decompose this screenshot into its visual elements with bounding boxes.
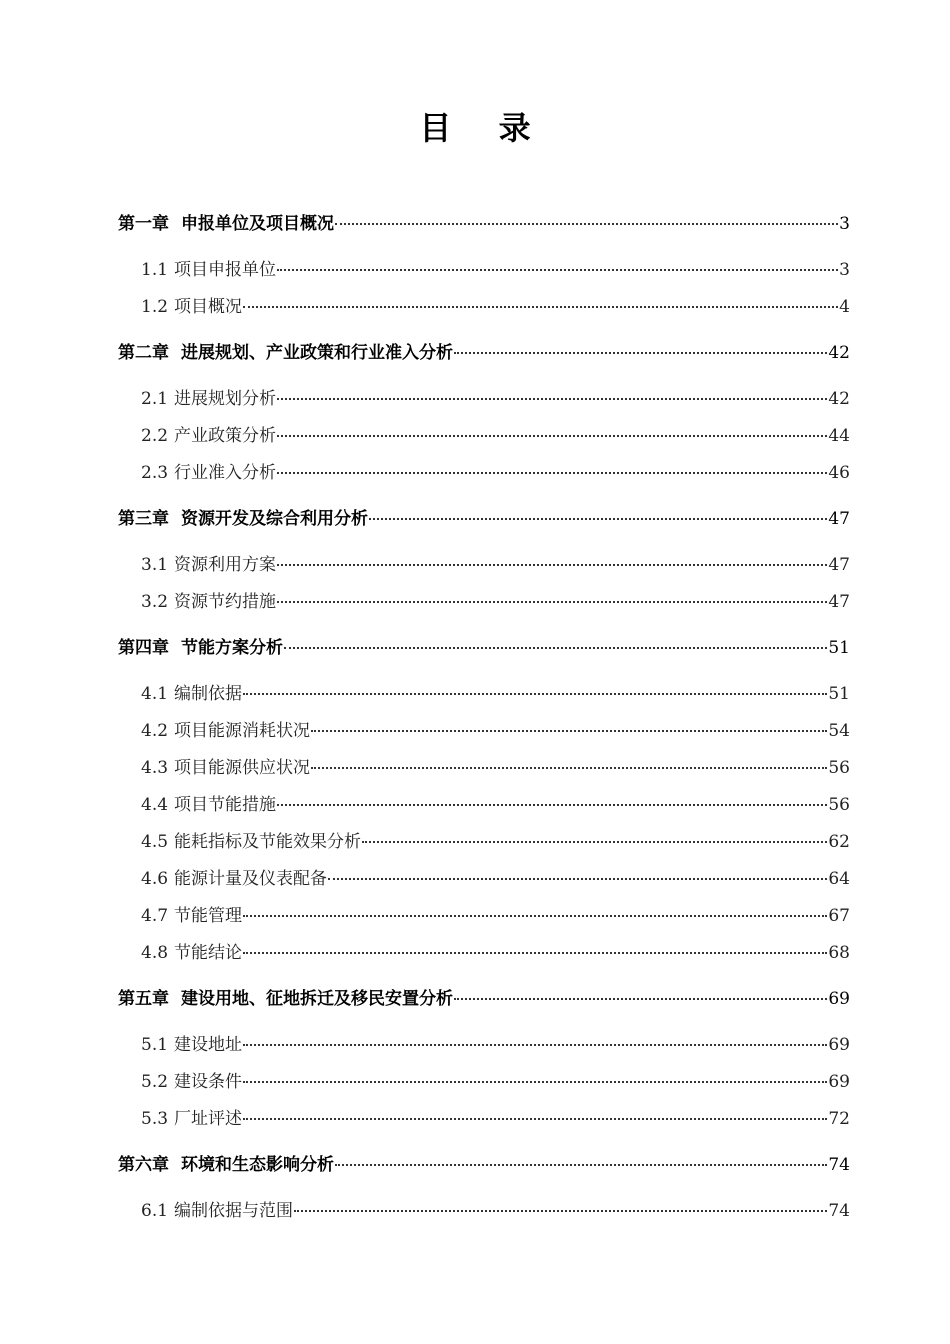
toc-page-number: 54 [828,721,850,741]
toc-entry-number: 2.1 [141,389,169,409]
toc-entry-label [118,1152,334,1178]
toc-page-number: 47 [828,592,850,612]
toc-section-entry[interactable] [141,257,850,283]
toc-entry-text: 资源节约措施 [174,592,277,612]
toc-entry-text: 建设条件 [174,1072,243,1092]
toc-entry-label [141,792,276,818]
toc-section-entry[interactable] [141,792,850,818]
toc-dot-leader [243,1044,827,1046]
toc-entry-text: 编制依据与范围 [174,1201,294,1221]
toc-entry-label [141,866,327,892]
toc-entry-label [118,635,283,661]
toc-entry-number: 4.6 [141,869,169,889]
toc-page-number: 69 [828,1035,850,1055]
toc-dot-leader [243,1118,827,1120]
toc-entry-text: 项目节能措施 [174,795,277,815]
toc-page-number: 67 [828,906,850,926]
toc-entry-number: 3.2 [141,592,169,612]
toc-entry-label [141,940,242,966]
toc-section-entry[interactable] [141,1069,850,1095]
toc-page-number: 72 [828,1109,850,1129]
toc-dot-leader [311,767,827,769]
toc-entry-text: 厂址评述 [174,1109,243,1129]
toc-entry-text: 编制依据 [174,684,243,704]
toc-section-entry[interactable] [141,1106,850,1132]
toc-dot-leader [277,269,838,271]
toc-page-number: 69 [828,1072,850,1092]
toc-entry-number: 1.1 [141,260,169,280]
toc-dot-leader [243,915,827,917]
toc-dot-leader [294,1210,827,1212]
toc-entry-number: 1.2 [141,297,169,317]
toc-dot-leader [454,352,827,354]
toc-entry-label [141,589,276,615]
toc-chapter-entry[interactable] [118,635,850,661]
toc-section-entry[interactable] [141,718,850,744]
toc-entry-label [141,1069,242,1095]
toc-section-entry[interactable] [141,903,850,929]
toc-entry-label [141,1106,242,1132]
toc-entry-number: 5.2 [141,1072,169,1092]
toc-page-number: 47 [828,509,850,529]
toc-entry-label [141,460,276,486]
toc-page-number: 62 [828,832,850,852]
toc-page-number: 3 [839,214,850,234]
toc-entry-text: 节能方案分析 [181,638,283,658]
toc-entry-number: 4.5 [141,832,169,852]
toc-chapter-entry[interactable] [118,506,850,532]
toc-page-number: 51 [828,684,850,704]
toc-entry-number: 第一章 [118,214,169,234]
toc-page-number: 4 [839,297,850,317]
toc-entry-number: 6.1 [141,1201,169,1221]
toc-entry-text: 产业政策分析 [174,426,277,446]
toc-entry-text: 能源计量及仪表配备 [174,869,328,889]
toc-entry-label [141,386,276,412]
toc-entry-number: 第二章 [118,343,169,363]
toc-chapter-entry[interactable] [118,1152,850,1178]
toc-dot-leader [454,998,827,1000]
toc-entry-number: 2.3 [141,463,169,483]
toc-page-number: 68 [828,943,850,963]
toc-entry-label [141,1198,293,1224]
toc-entry-number: 第四章 [118,638,169,658]
toc-dot-leader [243,1081,827,1083]
toc-entry-label [141,829,361,855]
toc-dot-leader [277,472,827,474]
toc-section-entry[interactable] [141,829,850,855]
toc-entry-text: 节能结论 [174,943,243,963]
toc-entry-label [141,681,242,707]
toc-entry-label [141,903,242,929]
toc-entry-text: 项目申报单位 [174,260,277,280]
toc-entry-text: 项目能源供应状况 [174,758,311,778]
toc-chapter-entry[interactable] [118,340,850,366]
toc-entry-label [141,1032,242,1058]
toc-page-number: 74 [828,1201,850,1221]
toc-entry-text: 进展规划分析 [174,389,277,409]
toc-entry-label [141,423,276,449]
toc-entry-text: 节能管理 [174,906,243,926]
toc-page-number: 69 [828,989,850,1009]
toc-entry-text: 申报单位及项目概况 [181,214,334,234]
toc-entry-number: 3.1 [141,555,169,575]
toc-page-number: 47 [828,555,850,575]
toc-entry-label [118,211,334,237]
toc-entry-number: 第三章 [118,509,169,529]
toc-dot-leader [311,730,827,732]
toc-page-number: 44 [828,426,850,446]
toc-page-number: 56 [828,758,850,778]
toc-section-entry[interactable] [141,386,850,412]
toc-section-entry[interactable] [141,1032,850,1058]
toc-entry-number: 4.7 [141,906,169,926]
toc-entry-label [141,294,242,320]
toc-dot-leader [277,601,827,603]
toc-dot-leader [277,435,827,437]
toc-entry-number: 5.1 [141,1035,169,1055]
toc-entry-text: 建设地址 [174,1035,243,1055]
toc-page-number: 42 [828,389,850,409]
toc-section-entry[interactable] [141,755,850,781]
toc-page-number: 46 [828,463,850,483]
toc-section-entry[interactable] [141,423,850,449]
toc-dot-leader [284,647,827,649]
toc-entry-number: 4.8 [141,943,169,963]
toc-title: 目 录 [419,109,549,147]
toc-dot-leader [243,693,827,695]
toc-dot-leader [335,1164,827,1166]
toc-entry-number: 4.4 [141,795,169,815]
toc-entry-label [141,718,310,744]
toc-dot-leader [277,564,827,566]
toc-entry-text: 资源利用方案 [174,555,277,575]
toc-section-entry[interactable] [141,681,850,707]
toc-entry-label [118,340,453,366]
toc-entry-text: 项目概况 [174,297,243,317]
toc-entry-label [141,552,276,578]
toc-entry-text: 进展规划、产业政策和行业准入分析 [181,343,453,363]
toc-dot-leader [243,952,827,954]
toc-entry-number: 第五章 [118,989,169,1009]
toc-section-entry[interactable] [141,460,850,486]
toc-dot-leader [335,223,838,225]
toc-dot-leader [328,878,827,880]
toc-entry-text: 环境和生态影响分析 [181,1155,334,1175]
toc-entry-label [141,257,276,283]
toc-section-entry[interactable] [141,552,850,578]
toc-entry-number: 第六章 [118,1155,169,1175]
toc-section-entry[interactable] [141,589,850,615]
toc-chapter-entry[interactable] [118,986,850,1012]
toc-entry-label [141,755,310,781]
toc-dot-leader [277,398,827,400]
toc-entry-text: 资源开发及综合利用分析 [181,509,368,529]
toc-entry-text: 行业准入分析 [174,463,277,483]
toc-entry-number: 2.2 [141,426,169,446]
toc-chapter-entry[interactable] [118,211,850,237]
toc-entry-text: 能耗指标及节能效果分析 [174,832,362,852]
toc-page-number: 3 [839,260,850,280]
toc-entry-number: 5.3 [141,1109,169,1129]
toc-section-entry[interactable] [141,866,850,892]
toc-page-number: 56 [828,795,850,815]
toc-section-entry[interactable] [141,294,850,320]
toc-entry-text: 项目能源消耗状况 [174,721,311,741]
toc-page-number: 42 [828,343,850,363]
toc-entry-number: 4.1 [141,684,169,704]
toc-entry-number: 4.3 [141,758,169,778]
toc-dot-leader [362,841,827,843]
toc-page-number: 64 [828,869,850,889]
toc-section-entry[interactable] [141,940,850,966]
toc-dot-leader [277,804,827,806]
toc-entry-label [118,986,453,1012]
toc-dot-leader [369,518,827,520]
toc-page-number: 74 [828,1155,850,1175]
toc-entry-text: 建设用地、征地拆迁及移民安置分析 [181,989,453,1009]
toc-entry-label [118,506,368,532]
toc-dot-leader [243,306,838,308]
toc-section-entry[interactable] [141,1198,850,1224]
toc-page-number: 51 [828,638,850,658]
toc-entry-number: 4.2 [141,721,169,741]
